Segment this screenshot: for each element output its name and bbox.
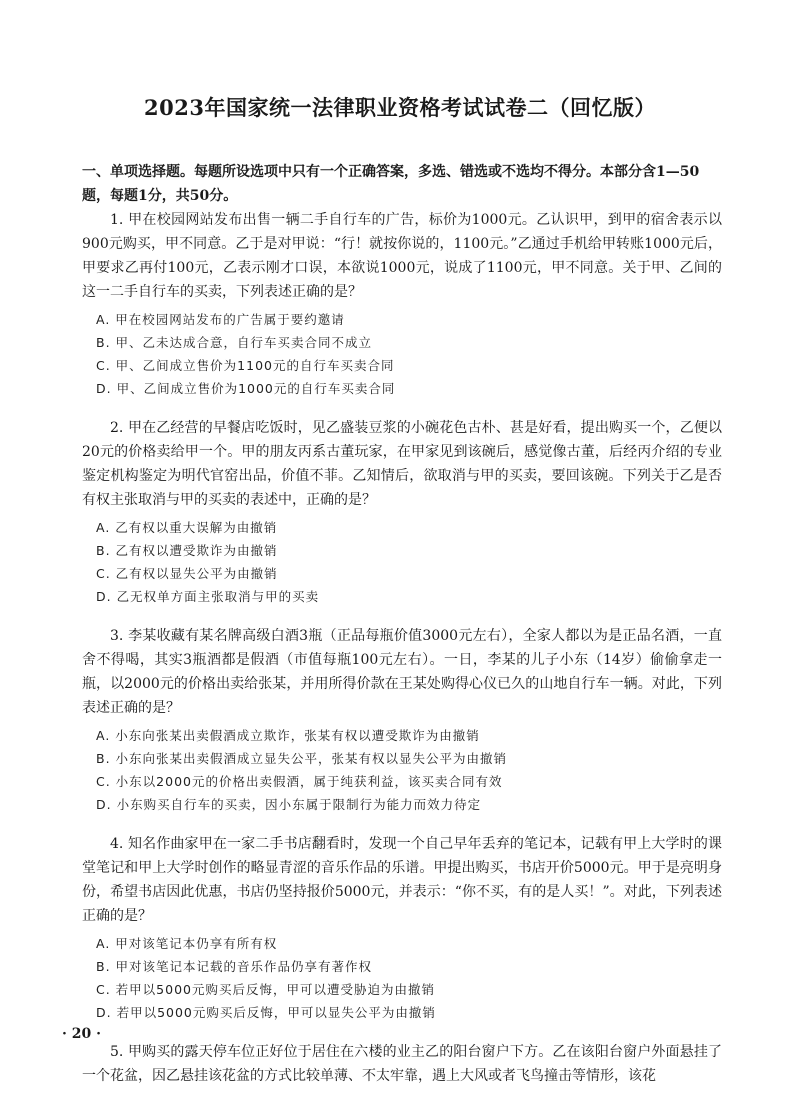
question-stem: 2. 甲在乙经营的早餐店吃饭时，见乙盛装豆浆的小碗花色古朴、甚是好看，提出购买一个，乙便以20元的价格卖给甲一个。甲的朋友丙系古董玩家，在甲家见到该碗后，感觉像古董，后经丙介绍的专业鉴定机构鉴定为明代官窑出品，价值不菲。乙知情后，欲取消与甲的买卖，要回该碗。下列关于乙是否有权主张取消与甲的买卖的表述中，正确的是？ [82, 420, 722, 508]
question-1 [82, 208, 722, 400]
option-d: D. 小东购买自行车的买卖，因小东属于限制行为能力而效力待定 [96, 797, 482, 812]
question-2 [82, 416, 722, 608]
option-c: C. 甲、乙间成立售价为1100元的自行车买卖合同 [96, 358, 395, 373]
page-title: 2023年国家统一法律职业资格考试试卷二（回忆版） [144, 95, 656, 120]
question-3 [82, 624, 722, 816]
question-4 [82, 832, 722, 1024]
option-b: B. 甲对该笔记本记载的音乐作品仍享有著作权 [96, 959, 373, 974]
question-stem: 4. 知名作曲家甲在一家二手书店翻看时，发现一个自己早年丢弃的笔记本，记载有甲上大学时的课堂笔记和甲上大学时创作的略显青涩的音乐作品的乐谱。甲提出购买，书店开价5000元。甲于是亮明身份，希望书店因此优惠，书店仍坚持报价5000元，并表示：“你不买，有的是人买！”。对此，下列表述正确的是？ [82, 836, 722, 924]
option-list [82, 724, 722, 816]
option-a: A. 甲在校园网站发布的广告属于要约邀请 [96, 312, 345, 327]
option-a: A. 小东向张某出卖假酒成立欺诈，张某有权以遭受欺诈为由撤销 [96, 728, 480, 743]
option-c: C. 乙有权以显失公平为由撤销 [96, 566, 278, 581]
option-list [82, 516, 722, 608]
option-list [82, 308, 722, 400]
section-header: 一、单项选择题。每题所设选项中只有一个正确答案，多选、错选或不选均不得分。本部分含1—50题，每题1分，共50分。 [82, 164, 700, 204]
page-body [82, 160, 722, 1088]
option-d: D. 乙无权单方面主张取消与甲的买卖 [96, 589, 320, 604]
question-5 [82, 1040, 722, 1088]
question-stem: 3. 李某收藏有某名牌高级白酒3瓶（正品每瓶价值3000元左右），全家人都以为是正品名酒，一直舍不得喝，其实3瓶酒都是假酒（市值每瓶100元左右）。一日，李某的儿子小东（14岁）偷偷拿走一瓶，以2000元的价格出卖给张某，并用所得价款在王某处购得心仪已久的山地自行车一辆。对此，下列表述正确的是？ [82, 628, 722, 716]
option-b: B. 乙有权以遭受欺诈为由撤销 [96, 543, 278, 558]
option-list [82, 932, 722, 1024]
option-d: D. 甲、乙间成立售价为1000元的自行车买卖合同 [96, 381, 396, 396]
option-d: D. 若甲以5000元购买后反悔，甲可以显失公平为由撤销 [96, 1005, 436, 1020]
question-stem: 5. 甲购买的露天停车位正好位于居住在六楼的业主乙的阳台窗户下方。乙在该阳台窗户外面悬挂了一个花盆，因乙悬挂该花盆的方式比较单薄、不太牢靠，遇上大风或者飞鸟撞击等情形，该花 [82, 1044, 722, 1084]
page-number: · 20 · [62, 1026, 101, 1042]
option-b: B. 小东向张某出卖假酒成立显失公平，张某有权以显失公平为由撤销 [96, 751, 508, 766]
option-c: C. 小东以2000元的价格出卖假酒，属于纯获利益，该买卖合同有效 [96, 774, 503, 789]
option-c: C. 若甲以5000元购买后反悔，甲可以遭受胁迫为由撤销 [96, 982, 435, 997]
option-a: A. 乙有权以重大误解为由撤销 [96, 520, 278, 535]
option-b: B. 甲、乙未达成合意，自行车买卖合同不成立 [96, 335, 373, 350]
option-a: A. 甲对该笔记本仍享有所有权 [96, 936, 278, 951]
question-stem: 1. 甲在校园网站发布出售一辆二手自行车的广告，标价为1000元。乙认识甲，到甲的宿舍表示以900元购买，甲不同意。乙于是对甲说：“行！就按你说的，1100元。”乙通过手机给甲转账1000元后，甲要求乙再付100元，乙表示刚才口误，本欲说1000元，说成了1100元，甲不同意。关于甲、乙间的这一二手自行车的买卖，下列表述正确的是？ [82, 212, 722, 300]
